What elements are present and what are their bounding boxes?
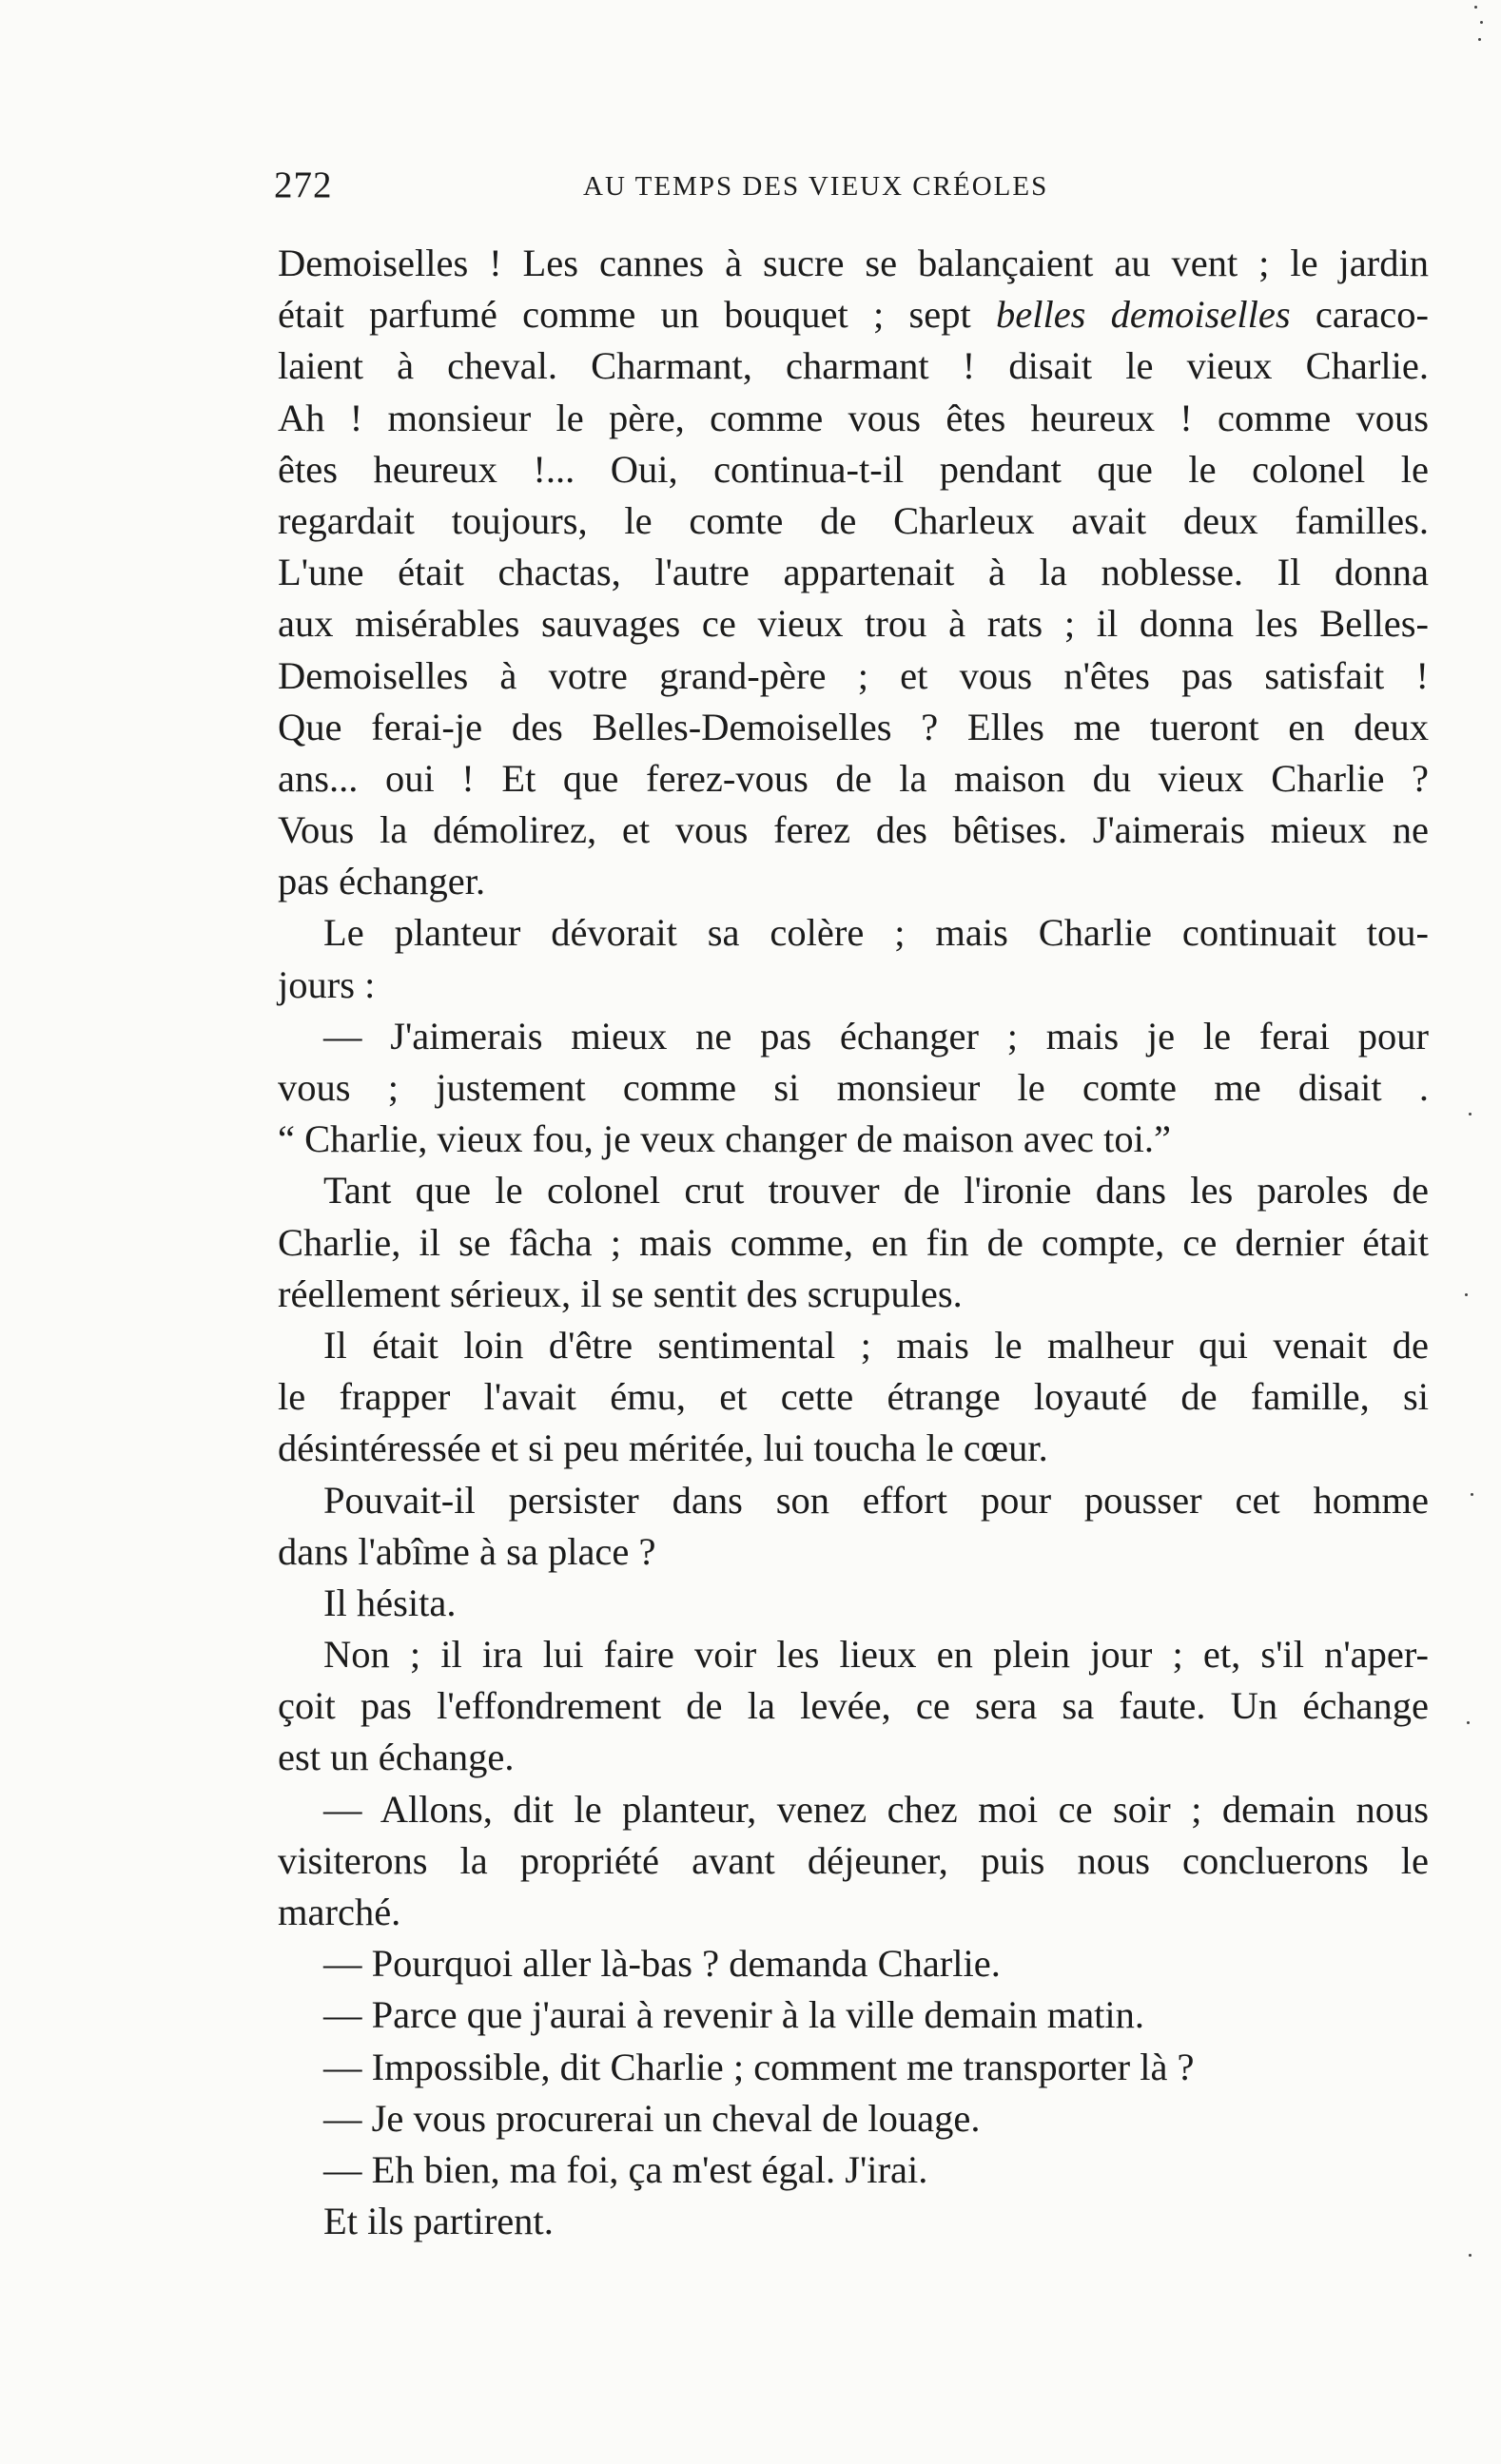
text-line: jours : xyxy=(278,962,376,1006)
text-line: — Pourquoi aller là-bas ? demanda Charlie. xyxy=(323,1942,1001,1986)
text-line: aux misérables sauvages ce vieux trou à rats ; il donna les Belles- xyxy=(278,602,1429,646)
text-line: — Je vous procurerai un cheval de louage. xyxy=(323,2096,981,2140)
scan-specks-corner xyxy=(1465,0,1493,57)
text-line: marché. xyxy=(278,1891,401,1933)
text-line: — Parce que j'aurai à revenir à la ville demain matin. xyxy=(323,1993,1145,2037)
text-line: vous ; justement comme si monsieur le comte me disait . xyxy=(278,1066,1429,1109)
text-line: Non ; il ira lui faire voir les lieux en plein jour ; et, s'il n'aper- xyxy=(323,1633,1429,1677)
text-line: visiterons la propriété avant déjeuner, puis nous concluerons le xyxy=(278,1838,1429,1882)
text-line: réellement sérieux, il se sentit des scrupules. xyxy=(278,1271,963,1315)
text-line: Vous la démolirez, et vous ferez des bêtises. J'aimerais mieux ne xyxy=(278,808,1429,852)
text-line: Charlie, il se fâcha ; mais comme, en fin de compte, ce dernier était xyxy=(278,1220,1429,1264)
text-line: est un échange. xyxy=(278,1736,515,1779)
text-line: — J'aimerais mieux ne pas échanger ; mais je le ferai pour xyxy=(323,1014,1429,1057)
text-line: Le planteur dévorait sa colère ; mais Charlie continuait tou- xyxy=(323,911,1429,955)
text-line: Ah ! monsieur le père, comme vous êtes heureux ! comme vous xyxy=(278,396,1429,439)
text-line: Tant que le colonel crut trouver de l'ironie dans les paroles de xyxy=(323,1169,1429,1213)
scan-specks-edge xyxy=(1463,999,1482,2330)
body-text xyxy=(278,238,1429,2247)
text-line: le frapper l'avait ému, et cette étrange loyauté de famille, si xyxy=(278,1375,1429,1419)
text-line: “ Charlie, vieux fou, je veux changer de maison avec toi.” xyxy=(278,1117,1172,1161)
text-line: laient à cheval. Charmant, charmant ! disait le vieux Charlie. xyxy=(278,344,1429,388)
text-line: Demoiselles à votre grand-père ; et vous n'êtes pas satisfait ! xyxy=(278,653,1429,697)
page-number: 272 xyxy=(274,165,333,205)
text-line: Il hésita. xyxy=(323,1581,457,1624)
text-line: pas échanger. xyxy=(278,860,486,903)
text-line: était parfumé comme un bouquet ; sept belles demoiselles caraco- xyxy=(278,293,1430,337)
text-line: — Eh bien, ma foi, ça m'est égal. J'irai. xyxy=(323,2147,928,2191)
text-line: L'une était chactas, l'autre appartenait à la noblesse. Il donna xyxy=(278,551,1429,594)
text-line: çoit pas l'effondrement de la levée, ce sera sa faute. Un échange xyxy=(278,1684,1429,1728)
text-line: Et ils partirent. xyxy=(323,2200,554,2243)
page-header xyxy=(274,164,1415,211)
text-line: regardait toujours, le comte de Charleux avait deux familles. xyxy=(278,498,1429,542)
text-line: désintéressée et si peu méritée, lui toucha le cœur. xyxy=(278,1426,1048,1470)
text-line: êtes heureux !... Oui, continua-t-il pendant que le colonel le xyxy=(278,447,1429,491)
text-line: dans l'abîme à sa place ? xyxy=(278,1529,656,1573)
text-line: Que ferai-je des Belles-Demoiselles ? Elles me tueront en deux xyxy=(278,705,1429,748)
text-line: ans... oui ! Et que ferez-vous de la maison du vieux Charlie ? xyxy=(278,756,1429,800)
running-title: AU TEMPS DES VIEUX CRÉOLES xyxy=(583,171,1049,202)
text-line: Il était loin d'être sentimental ; mais le malheur qui venait de xyxy=(323,1323,1429,1367)
text-line: — Allons, dit le planteur, venez chez moi ce soir ; demain nous xyxy=(323,1787,1429,1831)
text-line: Demoiselles ! Les cannes à sucre se balançaient au vent ; le jardin xyxy=(278,242,1429,284)
text-line: Pouvait-il persister dans son effort pour pousser cet homme xyxy=(323,1478,1429,1522)
text-line: — Impossible, dit Charlie ; comment me transporter là ? xyxy=(323,2045,1195,2088)
italic-phrase: belles demoiselles xyxy=(995,293,1291,337)
